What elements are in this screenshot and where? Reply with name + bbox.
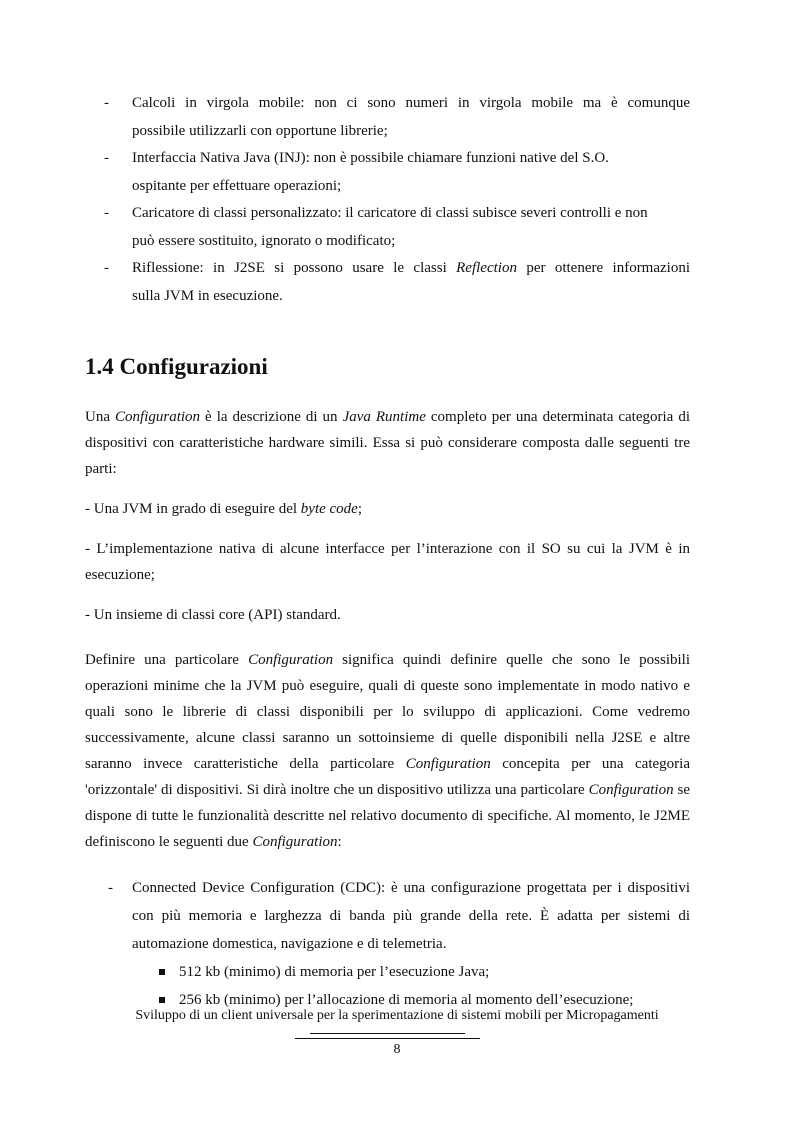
text-run: concepita per una categoria 'orizzontale' di dispositivi. Si dirà inoltre che un dispositivo utilizza una particolare bbox=[85, 756, 690, 798]
list-item-line: Interfaccia Nativa Java (INJ): non è possibile chiamare funzioni native del S.O. bbox=[132, 150, 609, 166]
footer-title: Sviluppo di un client universale per la sperimentazione di sistemi mobili per Micropagamenti bbox=[135, 1008, 659, 1023]
list-item bbox=[85, 90, 690, 145]
page-content bbox=[85, 88, 690, 1014]
define-paragraph bbox=[85, 647, 690, 855]
list-item bbox=[85, 255, 690, 310]
text-run: Definire una particolare bbox=[85, 652, 249, 668]
page-number: 8 bbox=[393, 1042, 401, 1057]
part-paragraph: - L’implementazione nativa di alcune interfacce per l’interazione con il SO su cui la JVM è in esecuzione; bbox=[85, 541, 690, 583]
list-marker: - bbox=[108, 880, 113, 896]
list-marker: - bbox=[104, 260, 109, 276]
italic-term: byte code bbox=[300, 501, 358, 517]
text-run: se dispone di tutte le funzionalità descritte nel relativo documento di specifiche. Al momento, le J2ME definiscono le seguenti due bbox=[85, 782, 690, 850]
text-run: completo per una determinata categoria di dispositivi con caratteristiche hardware simili. Essa si può considerare composta dalle seguenti tre parti: bbox=[85, 409, 691, 477]
list-item-text: 256 kb (minimo) per l’allocazione di memoria al momento dell’esecuzione; bbox=[179, 992, 634, 1008]
square-bullet-icon bbox=[159, 997, 165, 1003]
list-item-line: Caricatore di classi personalizzato: il caricatore di classi subisce severi controlli e non bbox=[132, 205, 648, 221]
text-run: significa quindi definire quelle che sono le possibili operazioni minime che la JVM può eseguire, quali di queste sono implementate in modo nativo e quali sono le librerie di classi disponibili per lo sviluppo di applicazioni. Come vedremo successivamente, alcune classi saranno un sottoinsieme di quelle disponibili nella J2SE e altre saranno invece caratteristiche della particolare bbox=[85, 652, 690, 772]
intro-paragraph bbox=[85, 404, 690, 482]
list-item-line: sulla JVM in esecuzione. bbox=[132, 287, 283, 304]
italic-term: Configuration bbox=[405, 756, 491, 772]
list-marker: - bbox=[104, 95, 109, 111]
part-paragraph: - Un insieme di classi core (API) standard. bbox=[85, 607, 341, 623]
text-run: è la descrizione di un bbox=[200, 409, 343, 425]
footer-divider bbox=[310, 1033, 465, 1034]
footer-divider bbox=[295, 1038, 480, 1039]
list-item-text: Connected Device Configuration (CDC): è una configurazione progettata per i dispositivi con più memoria e larghezza di banda più grande della rete. È adatta per sistemi di automazione domestica, navigazione e di telemetria. bbox=[132, 880, 690, 952]
text-run: Riflessione: in J2SE si possono usare le classi bbox=[132, 260, 457, 276]
list-item-line: Calcoli in virgola mobile: non ci sono numeri in virgola mobile ma è comunque bbox=[132, 95, 690, 111]
text-run: per ottenere informazioni bbox=[516, 260, 691, 276]
section-heading: 1.4 Configurazioni bbox=[85, 354, 268, 379]
list-item bbox=[85, 874, 690, 958]
list-item-text: 512 kb (minimo) di memoria per l’esecuzione Java; bbox=[179, 964, 490, 980]
text-run: ; bbox=[357, 501, 363, 517]
square-bullet-icon bbox=[159, 969, 165, 975]
list-item bbox=[85, 145, 690, 200]
list-item-line: possibile utilizzarli con opportune librerie; bbox=[132, 122, 388, 139]
part-paragraph bbox=[85, 496, 690, 522]
italic-term: Java Runtime bbox=[342, 409, 426, 425]
italic-term: Configuration bbox=[248, 652, 334, 668]
italic-term: Configuration bbox=[252, 834, 338, 850]
italic-term: Reflection bbox=[456, 260, 517, 276]
text-run: Una bbox=[85, 409, 116, 425]
list-marker: - bbox=[104, 205, 109, 221]
limitations-list bbox=[85, 90, 690, 310]
list-marker: - bbox=[104, 150, 109, 166]
list-item-line: ospitante per effettuare operazioni; bbox=[132, 177, 342, 194]
list-item bbox=[85, 200, 690, 255]
list-item bbox=[85, 958, 690, 986]
configuration-list bbox=[85, 874, 690, 958]
list-item-line: può essere sostituito, ignorato o modificato; bbox=[132, 232, 396, 249]
list-item-line bbox=[132, 255, 690, 283]
text-run: : bbox=[337, 834, 342, 850]
text-run: - Una JVM in grado di eseguire del bbox=[85, 501, 301, 517]
italic-term: Configuration bbox=[588, 782, 674, 798]
italic-term: Configuration bbox=[115, 409, 201, 425]
